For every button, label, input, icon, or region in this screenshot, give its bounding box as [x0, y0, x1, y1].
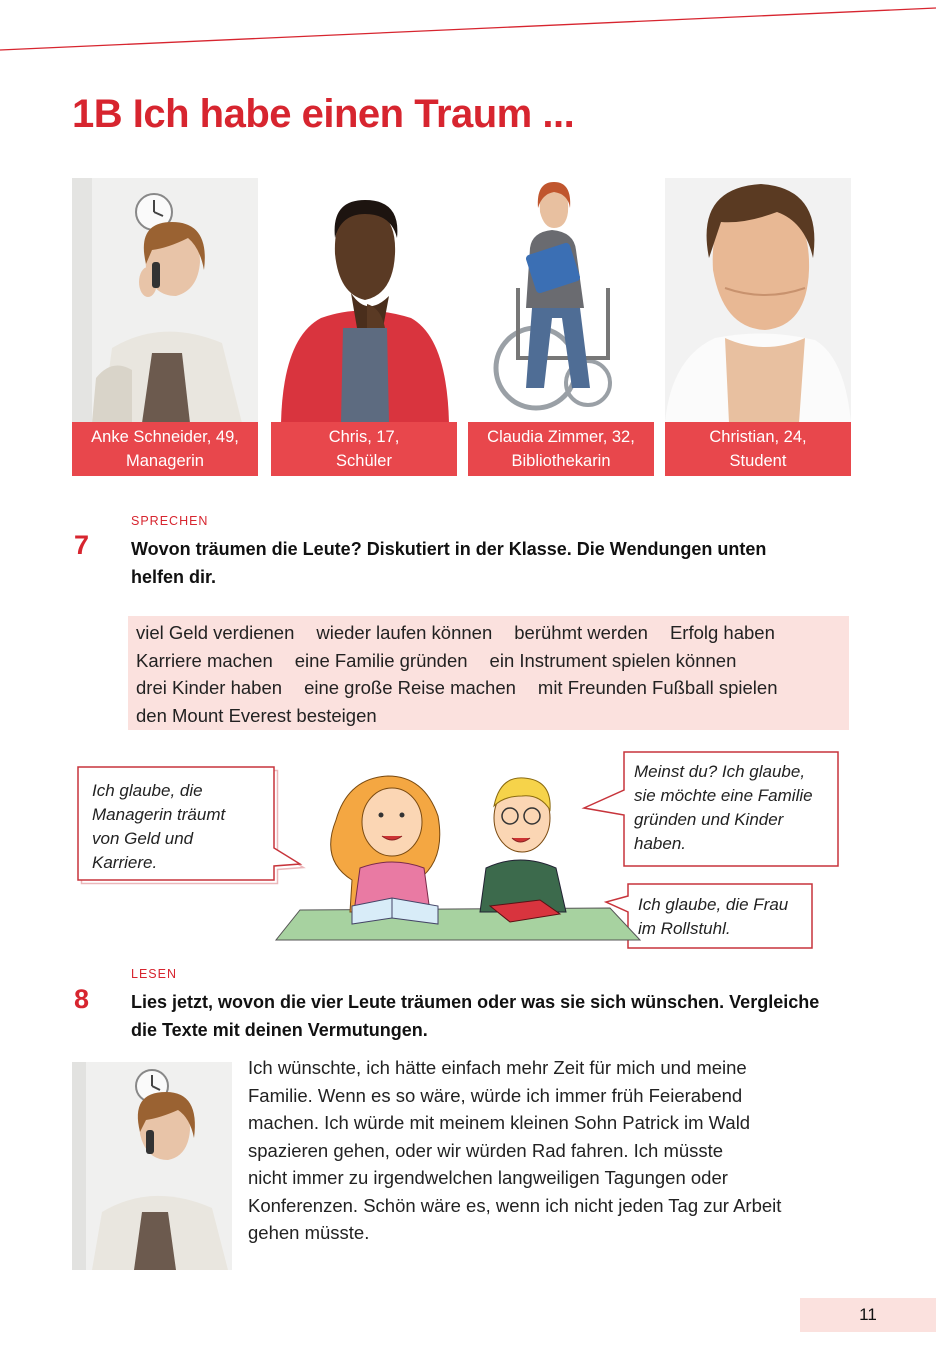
caption-name: Anke Schneider, 49,: [91, 428, 239, 446]
phrase-line: [136, 674, 841, 702]
header-rule: [0, 0, 936, 60]
caption-job: Bibliothekarin: [511, 452, 611, 470]
photo-chris: [271, 178, 457, 423]
exercise-7-category: SPRECHEN: [131, 514, 209, 528]
phrase-line: [136, 702, 841, 730]
caption-claudia: [468, 422, 654, 476]
caption-job: Managerin: [126, 452, 204, 470]
phrase: wieder laufen können: [316, 622, 493, 643]
photo-claudia: [468, 178, 654, 423]
caption-name: Claudia Zimmer, 32,: [487, 428, 635, 446]
phrase: viel Geld verdienen: [136, 622, 295, 643]
speech-bubble-right-top: Meinst du? Ich glaube, sie möchte eine Familie gründen und Kinder haben.: [634, 762, 813, 853]
phrase: Karriere machen: [136, 649, 273, 671]
portrait-anke: [72, 178, 258, 476]
photo-anke-small: [72, 1062, 232, 1270]
speech-bubble-right-bottom: Ich glaube, die Frau im Rollstuhl.: [638, 895, 789, 938]
caption-christian: [665, 422, 851, 476]
exercise-7-number: 7: [74, 530, 90, 560]
caption-job: Student: [729, 452, 787, 470]
phrase-box: [128, 616, 849, 730]
phrase-line: [136, 619, 841, 647]
phrase: drei Kinder haben: [136, 677, 283, 698]
reading-text-anke: Ich wünschte, ich hätte einfach mehr Zeit für mich und meine Familie. Wenn es so wäre, würde ich immer früh Feierabend machen. Ich würde mit meinem kleinen Sohn Patrick im Wald spazieren gehen, oder wir würden Rad fahren. Ich müsste nicht immer zu irgendwelchen langweiligen Tagungen oder Konferenzen. Schön wäre es, wenn ich nicht jeden Tag zur Arbeit gehen müsste.: [248, 1057, 782, 1243]
exercise-7-instruction: Wovon träumen die Leute? Diskutiert in der Klasse. Die Wendungen unten helfen dir.: [131, 539, 767, 587]
exercise-8-category: LESEN: [131, 967, 177, 981]
phrase: eine Familie gründen: [294, 649, 468, 671]
caption-anke: [72, 422, 258, 476]
page-title: 1B Ich habe einen Traum ...: [72, 92, 575, 136]
portrait-christian: [665, 178, 851, 476]
caption-chris: [271, 422, 457, 476]
photo-christian: [665, 178, 851, 423]
phrase: Erfolg haben: [669, 622, 775, 643]
exercise-8-instruction: Lies jetzt, wovon die vier Leute träumen oder was sie sich wünschen. Vergleiche die Texte mit deinen Vermutungen.: [131, 992, 820, 1040]
phrase: ein Instrument spielen können: [489, 649, 737, 671]
portrait-chris: [271, 178, 457, 476]
phrase-line: [136, 647, 841, 675]
speech-bubble-left: Ich glaube, die Managerin träumt von Geld und Karriere.: [92, 781, 226, 872]
phrase: berühmt werden: [514, 622, 648, 643]
caption-name: Christian, 24,: [709, 428, 807, 446]
photo-anke: [72, 178, 258, 423]
page-number: 11: [800, 1298, 936, 1332]
caption-job: Schüler: [336, 452, 392, 470]
phrase: eine große Reise machen: [304, 677, 516, 698]
phrase: den Mount Everest besteigen: [136, 704, 377, 726]
phrase: mit Freunden Fußball spielen: [537, 677, 778, 698]
portrait-claudia: [468, 178, 654, 476]
caption-name: Chris, 17,: [328, 428, 400, 446]
exercise-8-number: 8: [74, 984, 90, 1014]
